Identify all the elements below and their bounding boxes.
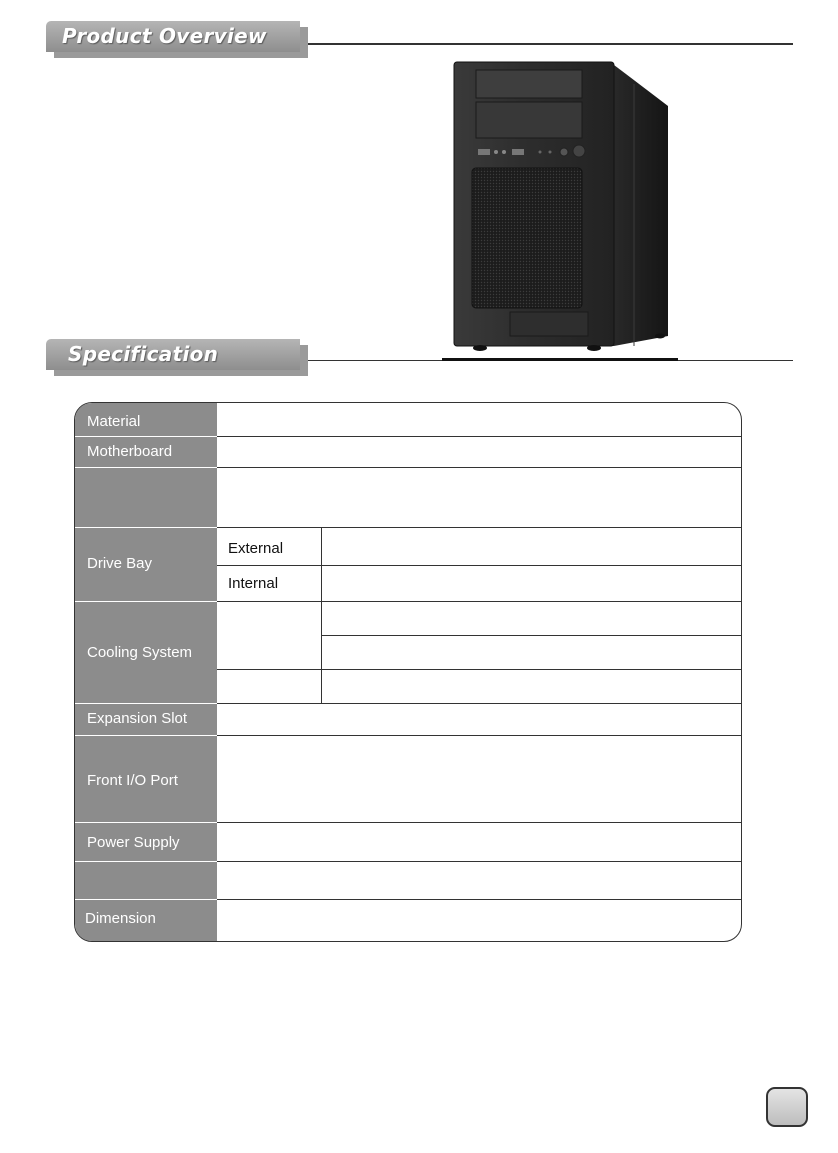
row-divider — [75, 601, 217, 602]
row-divider — [75, 861, 217, 862]
label-motherboard: Motherboard — [87, 443, 173, 460]
page-number-box — [766, 1087, 808, 1127]
row-divider — [217, 601, 741, 602]
spec-table — [74, 402, 742, 942]
computer-case-image — [438, 56, 678, 362]
row-divider — [217, 436, 741, 437]
row-divider — [75, 527, 217, 528]
row-divider — [75, 899, 217, 900]
product-overview-banner — [46, 21, 308, 58]
row-divider — [217, 861, 741, 862]
row-divider — [217, 899, 741, 900]
case-base-line — [442, 358, 678, 361]
specification-banner — [46, 339, 308, 376]
sublabel-divider — [321, 527, 322, 703]
label-front-io-port: Front I/O Port — [87, 772, 178, 789]
row-divider — [75, 467, 217, 468]
row-divider — [217, 822, 741, 823]
row-divider — [75, 822, 217, 823]
specification-title: Specification — [68, 342, 219, 366]
label-drive-bay: Drive Bay — [87, 555, 153, 572]
label-cooling-system: Cooling System — [87, 644, 193, 661]
sublabel-internal: Internal — [228, 575, 279, 592]
row-divider — [217, 565, 741, 566]
row-divider — [217, 527, 741, 528]
row-divider — [75, 703, 217, 704]
row-divider — [217, 703, 741, 704]
row-divider — [321, 635, 741, 636]
label-expansion-slot: Expansion Slot — [87, 710, 188, 727]
product-overview-title: Product Overview — [62, 24, 267, 48]
overview-rule — [308, 43, 793, 45]
label-material: Material — [87, 413, 141, 430]
row-divider — [217, 669, 741, 670]
sublabel-external: External — [228, 540, 284, 557]
label-power-supply: Power Supply — [87, 834, 180, 851]
row-divider — [75, 735, 217, 736]
label-dimension: Dimension — [85, 910, 156, 927]
row-divider — [75, 436, 217, 437]
row-divider — [217, 735, 741, 736]
row-divider — [217, 467, 741, 468]
